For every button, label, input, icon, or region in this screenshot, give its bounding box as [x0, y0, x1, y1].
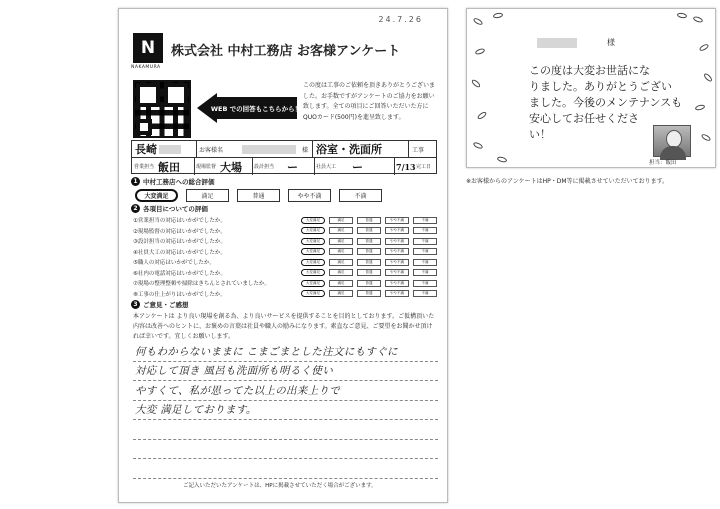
- rating-row: [133, 289, 438, 300]
- rating-options: [301, 269, 437, 276]
- sales-name: [158, 158, 180, 175]
- section-items: [131, 204, 208, 213]
- customer-label: お客様名: [199, 146, 224, 154]
- complete-date-value: 7/13: [396, 161, 416, 172]
- survey-intro: この度は工事のご依頼を頂きありがとうございました。お手数ですがアンケートのご協力をお願い致します。全ての項目にご回答いただいた方に QUOカード(500円)を進呈致します。: [303, 82, 436, 121]
- complete-date: [396, 158, 416, 175]
- area-handwritten: 長崎: [135, 143, 157, 156]
- work-type-value: 浴室・洗面所: [316, 143, 382, 156]
- overall-rating: [135, 189, 382, 202]
- section-comments: [131, 300, 189, 309]
- rating-option[interactable]: やや不満: [385, 280, 409, 287]
- design-name-value: ー: [287, 160, 298, 174]
- rating-option[interactable]: 普通: [357, 259, 381, 266]
- handwritten-comment: やすくて、私が思ってた以上の出来上りで: [135, 384, 340, 397]
- card-message-line: 安心してお任せくださ: [529, 112, 639, 125]
- carpenter-label: 社員大工: [316, 163, 337, 170]
- card-honorific: 様: [607, 38, 615, 47]
- rating-option[interactable]: 大変満足: [301, 248, 325, 255]
- rating-question: ①営業担当の対応はいかがでしたか。: [133, 218, 226, 225]
- section-number: 2: [131, 204, 140, 213]
- site-label: 現場監督: [196, 163, 217, 170]
- rating-question: ③設計担当の対応はいかがでしたか。: [133, 239, 226, 246]
- card-message-line: ました。今後のメンテナンスも: [529, 96, 683, 109]
- handwritten-comment: 対応して頂き 風呂も洗面所も明るく使い: [135, 365, 334, 377]
- leaf-icon: [703, 72, 714, 83]
- info-row-customer: [132, 141, 436, 158]
- web-answer-arrow[interactable]: [197, 93, 302, 123]
- leaf-icon: [471, 78, 482, 88]
- overall-option[interactable]: 満足: [186, 189, 229, 202]
- message-card: [466, 8, 716, 168]
- rating-option[interactable]: 満足: [329, 280, 353, 287]
- company-logo: N: [133, 33, 163, 63]
- section-title: 各項目についての評価: [143, 205, 208, 213]
- survey-date: 24.7.26: [378, 15, 423, 24]
- rating-row: [133, 268, 438, 279]
- rating-option[interactable]: 満足: [329, 217, 353, 224]
- leaf-icon: [698, 43, 709, 52]
- rating-option[interactable]: 大変満足: [301, 290, 325, 297]
- company-logo-text: NAKAMURA: [131, 65, 161, 70]
- rating-option[interactable]: 普通: [357, 227, 381, 234]
- overall-option[interactable]: やや不満: [288, 189, 331, 202]
- site-name: [220, 158, 242, 175]
- leaf-icon: [472, 17, 483, 26]
- rating-option[interactable]: 大変満足: [301, 259, 325, 266]
- message-card-body: [515, 31, 683, 159]
- overall-option[interactable]: 普通: [237, 189, 280, 202]
- rating-row: [133, 257, 438, 268]
- rating-option[interactable]: 不満: [413, 238, 437, 245]
- rating-option[interactable]: 不満: [413, 248, 437, 255]
- rating-option[interactable]: やや不満: [385, 269, 409, 276]
- work-label: 工事: [412, 146, 425, 154]
- rating-option[interactable]: 満足: [329, 290, 353, 297]
- rating-option[interactable]: 不満: [413, 217, 437, 224]
- customer-name-cell: [242, 141, 296, 157]
- rating-option[interactable]: 普通: [357, 248, 381, 255]
- card-recipient: [537, 37, 615, 48]
- leaf-icon: [476, 111, 487, 121]
- overall-option[interactable]: 不満: [339, 189, 382, 202]
- comment-line: [133, 381, 438, 401]
- staff-photo-icon: [653, 125, 691, 157]
- rating-question: ⑧工事の仕上がりはいかがでしたか。: [133, 291, 226, 298]
- leaf-icon: [474, 47, 485, 55]
- complete-label: 完工日: [416, 164, 432, 170]
- survey-footnote: ご記入いただいたアンケートは、HPに掲載させていただく場合がございます。: [183, 483, 377, 489]
- rating-option[interactable]: 大変満足: [301, 238, 325, 245]
- site-name-value: 大場: [220, 160, 242, 174]
- rating-option[interactable]: 満足: [329, 227, 353, 234]
- redacted-customer-icon: [242, 145, 296, 154]
- rating-option[interactable]: 不満: [413, 290, 437, 297]
- comment-line: [133, 459, 438, 479]
- rating-row: [133, 236, 438, 247]
- rating-option[interactable]: やや不満: [385, 259, 409, 266]
- rating-option[interactable]: 普通: [357, 269, 381, 276]
- customer-honorific: 様: [302, 146, 309, 154]
- leaf-icon: [497, 156, 508, 163]
- section-title: ご意見・ご感想: [143, 301, 189, 309]
- carpenter-name: [352, 158, 363, 175]
- comment-line: [133, 362, 438, 382]
- rating-option[interactable]: 普通: [357, 290, 381, 297]
- comment-line: [133, 342, 438, 362]
- leaf-icon: [695, 104, 706, 111]
- rating-row: [133, 278, 438, 289]
- redacted-recipient-icon: [537, 38, 577, 48]
- rating-options: [301, 290, 437, 297]
- rating-option[interactable]: 大変満足: [301, 227, 325, 234]
- rating-question: ⑦現場の整理整頓や掃除はきちんとされていましたか。: [133, 281, 270, 288]
- handwritten-comment: 何もわからないままに こまごまとした注文にもすぐに: [135, 345, 398, 358]
- rating-options: [301, 217, 437, 224]
- leaf-icon: [692, 15, 703, 23]
- rating-option[interactable]: 普通: [357, 280, 381, 287]
- section-number: 3: [131, 300, 140, 309]
- rating-options: [301, 280, 437, 287]
- rating-option[interactable]: 不満: [413, 269, 437, 276]
- rating-items: [133, 215, 438, 299]
- card-message-line: この度は大変お世話にな: [529, 64, 650, 77]
- rating-option[interactable]: 不満: [413, 227, 437, 234]
- rating-option[interactable]: やや不満: [385, 227, 409, 234]
- rating-option[interactable]: 満足: [329, 259, 353, 266]
- rating-option[interactable]: 大変満足: [301, 217, 325, 224]
- rating-question: ④社員大工の対応はいかがでしたか。: [133, 249, 226, 256]
- area-cell: [135, 141, 181, 157]
- survey-title: 株式会社 中村工務店 お客様アンケート: [171, 44, 401, 59]
- redacted-name-icon: [159, 145, 181, 154]
- leaf-icon: [677, 12, 688, 19]
- rating-row: [133, 215, 438, 226]
- overall-option[interactable]: 大変満足: [135, 189, 178, 202]
- work-handwritten: [316, 141, 382, 157]
- survey-sheet: [118, 8, 448, 503]
- leaf-icon: [700, 133, 711, 142]
- design-name: [287, 158, 298, 175]
- qr-code-icon[interactable]: [133, 80, 191, 138]
- rating-option[interactable]: 満足: [329, 269, 353, 276]
- leaf-icon: [493, 12, 504, 19]
- section-overall: [131, 177, 215, 186]
- rating-option[interactable]: 不満: [413, 259, 437, 266]
- web-answer-label: WEB での回答もこちらから！: [215, 97, 297, 119]
- sales-name-value: 飯田: [158, 160, 180, 174]
- card-note: ※お客様からのアンケートはHP・DM等に掲載させていただいております。: [466, 178, 669, 185]
- rating-question: ⑤職人の対応はいかがでしたか。: [133, 260, 215, 267]
- design-label: 設計担当: [254, 163, 275, 170]
- rating-question: ②現場監督の対応はいかがでしたか。: [133, 228, 226, 235]
- comment-prompt: 本アンケートは より良い現場を創る為、より良いサービスを提供することを目的としております。ご仮構頂いた内容は改善へのヒントに、お褒めの言葉は社員や職人の励みになります。素直なご意見、ご要望をお聞かせ頂ければ幸いです。宜しくお願いします。: [133, 313, 435, 340]
- rating-option[interactable]: 不満: [413, 280, 437, 287]
- rating-row: [133, 247, 438, 258]
- comment-line: [133, 420, 438, 440]
- rating-option[interactable]: 普通: [357, 238, 381, 245]
- rating-option[interactable]: やや不満: [385, 290, 409, 297]
- comment-lines[interactable]: [133, 342, 438, 479]
- rating-option[interactable]: 普通: [357, 217, 381, 224]
- rating-options: [301, 259, 437, 266]
- sales-label: 営業担当: [134, 163, 155, 170]
- comment-line: [133, 401, 438, 421]
- customer-info-table: [131, 140, 437, 174]
- leaf-icon: [472, 141, 483, 150]
- rating-option[interactable]: 満足: [329, 248, 353, 255]
- staff-label: 担当：飯田: [649, 160, 677, 166]
- rating-option[interactable]: 大変満足: [301, 280, 325, 287]
- rating-options: [301, 227, 437, 234]
- rating-options: [301, 248, 437, 255]
- rating-option[interactable]: やや不満: [385, 238, 409, 245]
- rating-option[interactable]: 満足: [329, 238, 353, 245]
- section-title: 中村工務店への総合評価: [143, 178, 215, 186]
- rating-question: ⑥社内の電話対応はいかがでしたか。: [133, 270, 226, 277]
- rating-option[interactable]: 大変満足: [301, 269, 325, 276]
- rating-row: [133, 226, 438, 237]
- card-message-line: りました。ありがとうござい: [529, 80, 672, 93]
- card-message-line: い！: [529, 128, 551, 141]
- rating-option[interactable]: やや不満: [385, 217, 409, 224]
- rating-options: [301, 238, 437, 245]
- handwritten-comment: 大変 満足しております。: [135, 404, 257, 416]
- carpenter-name-value: ー: [352, 160, 363, 174]
- section-number: 1: [131, 177, 140, 186]
- comment-line: [133, 440, 438, 460]
- rating-option[interactable]: やや不満: [385, 248, 409, 255]
